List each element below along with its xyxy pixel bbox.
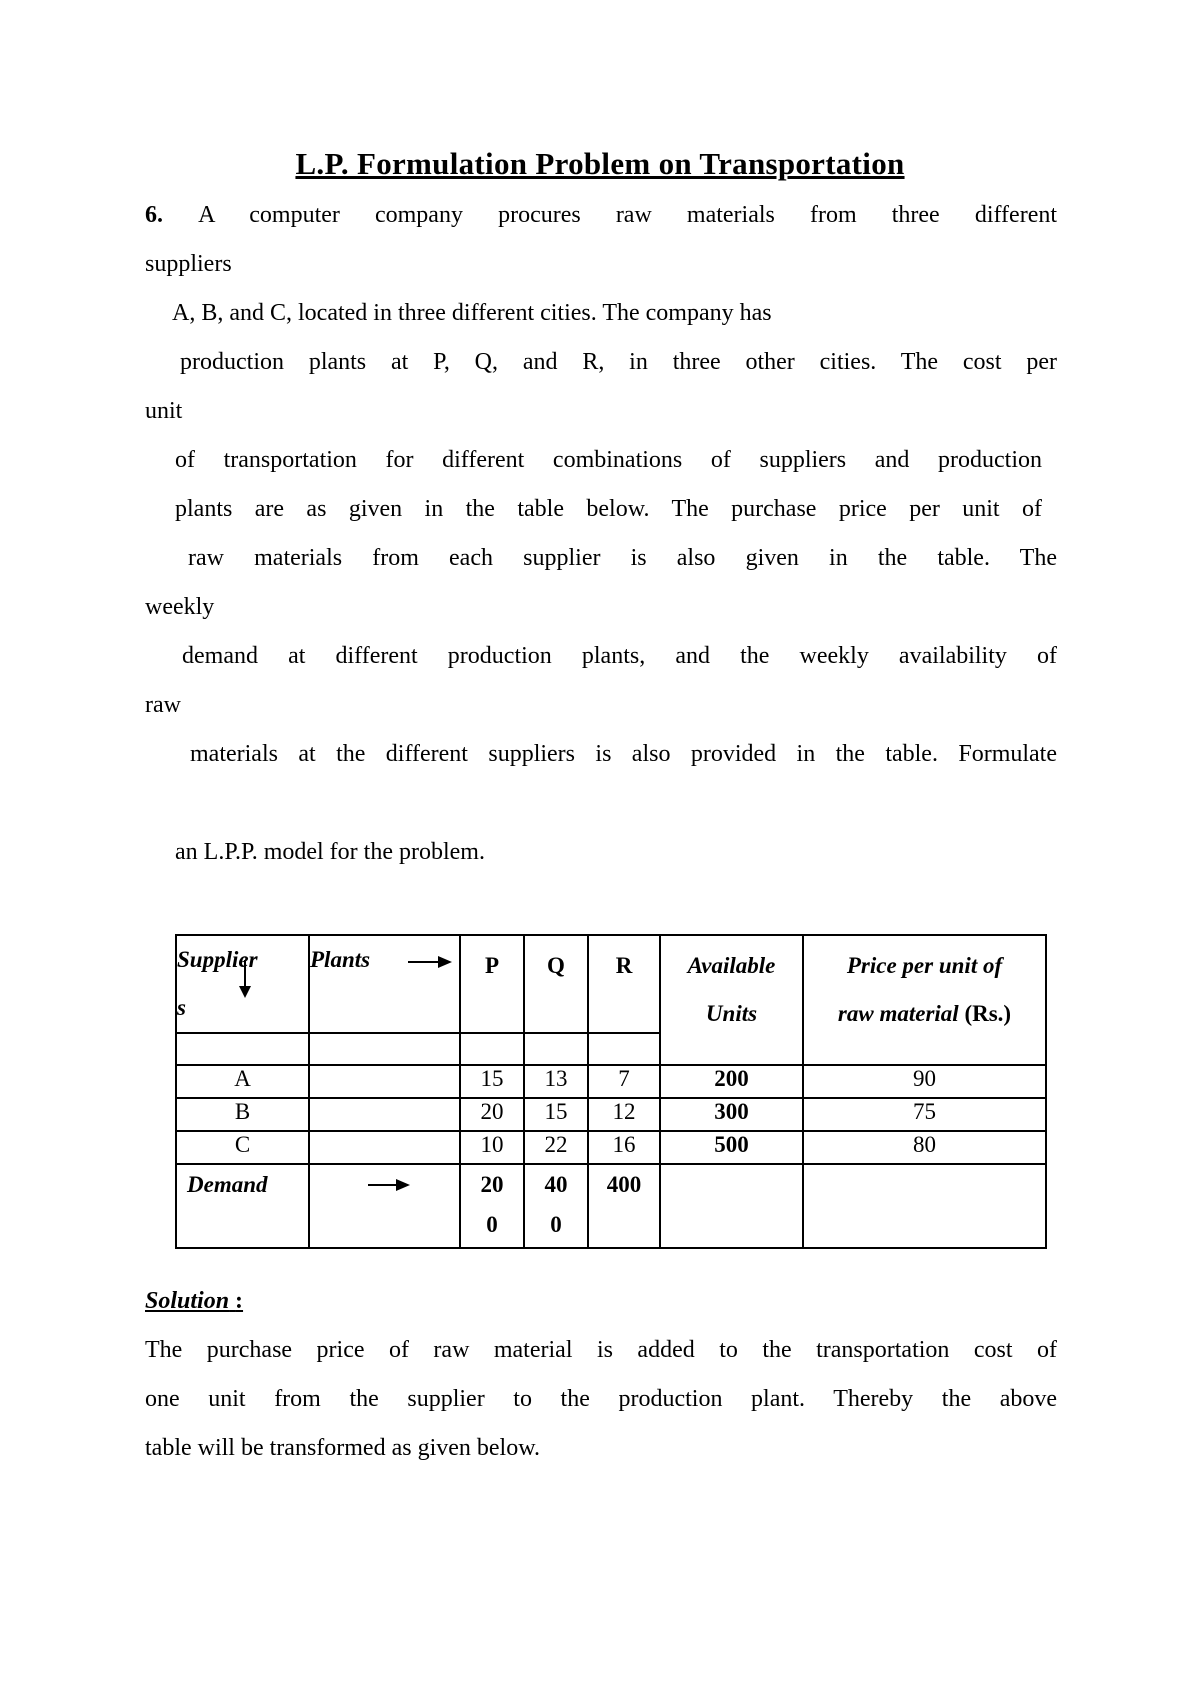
price-header: Price per unit of raw material (Rs.) — [803, 935, 1046, 1065]
available-cell: 200 — [660, 1065, 803, 1098]
cost-cell: 12 — [588, 1098, 660, 1131]
available-cell: 500 — [660, 1131, 803, 1164]
price-cell: 90 — [803, 1065, 1046, 1098]
problem-line-3: A, B, and C, located in three different cities. The company has — [172, 300, 772, 326]
problem-line-9: weekly — [145, 594, 215, 620]
table-row — [176, 1131, 1046, 1164]
cost-cell: 20 — [460, 1098, 524, 1131]
problem-line-2: suppliers — [145, 251, 232, 277]
plant-r-header: R — [588, 935, 660, 1033]
supplier-cell: C — [176, 1131, 309, 1164]
cost-cell: 7 — [588, 1065, 660, 1098]
table-header-row — [176, 935, 1046, 1033]
arrow-right-icon — [406, 954, 454, 970]
demand-q-cell: 40 0 — [524, 1164, 588, 1248]
plant-q-header: Q — [524, 935, 588, 1033]
cost-cell: 22 — [524, 1131, 588, 1164]
plants-header: Plants — [309, 935, 460, 1033]
arrow-down-icon — [237, 958, 253, 1000]
problem-line-13: an L.P.P. model for the problem. — [175, 839, 485, 865]
arrow-right-icon — [366, 1177, 412, 1193]
suppliers-header: Supplier s — [176, 935, 309, 1033]
solution-line-1: The purchase price of raw material is added to the transportation cost of — [145, 1337, 1057, 1363]
demand-arrow-cell — [309, 1164, 460, 1248]
problem-line-6: of transportation for different combinations of suppliers and production — [175, 447, 1042, 473]
problem-line-10: demand at different production plants, and the weekly availability of — [182, 643, 1057, 669]
demand-r-cell: 400 — [588, 1164, 660, 1248]
supplier-cell: B — [176, 1098, 309, 1131]
problem-line-5: unit — [145, 398, 183, 424]
problem-line-4: production plants at P, Q, and R, in three other cities. The cost per — [180, 349, 1057, 375]
problem-line-12: materials at the different suppliers is also provided in the table. Formulate — [190, 741, 1057, 767]
table-row — [176, 1098, 1046, 1131]
cost-cell: 15 — [460, 1065, 524, 1098]
demand-row — [176, 1164, 1046, 1248]
demand-label: Demand — [176, 1164, 309, 1248]
price-cell: 75 — [803, 1098, 1046, 1131]
problem-line-1: 6. A computer company procures raw materials from three different — [145, 202, 1058, 228]
plant-p-header: P — [460, 935, 524, 1033]
problem-line-8: raw materials from each supplier is also given in the table. The — [188, 545, 1057, 571]
problem-line-7: plants are as given in the table below. The purchase price per unit of — [175, 496, 1042, 522]
table-row — [176, 1065, 1046, 1098]
solution-heading: Solution : — [145, 1288, 244, 1314]
price-cell: 80 — [803, 1131, 1046, 1164]
solution-line-3: table will be transformed as given below. — [145, 1435, 540, 1461]
transport-cost-table — [175, 934, 1047, 1249]
page-title: L.P. Formulation Problem on Transportation — [295, 146, 905, 181]
available-cell: 300 — [660, 1098, 803, 1131]
cost-cell: 13 — [524, 1065, 588, 1098]
solution-line-2: one unit from the supplier to the production plant. Thereby the above — [145, 1386, 1057, 1412]
demand-p-cell: 20 0 — [460, 1164, 524, 1248]
problem-number: 6. — [145, 202, 163, 228]
cost-cell: 15 — [524, 1098, 588, 1131]
available-units-header: Available Units — [660, 935, 803, 1065]
supplier-cell: A — [176, 1065, 309, 1098]
cost-cell: 10 — [460, 1131, 524, 1164]
cost-cell: 16 — [588, 1131, 660, 1164]
problem-line-11: raw — [145, 692, 181, 718]
